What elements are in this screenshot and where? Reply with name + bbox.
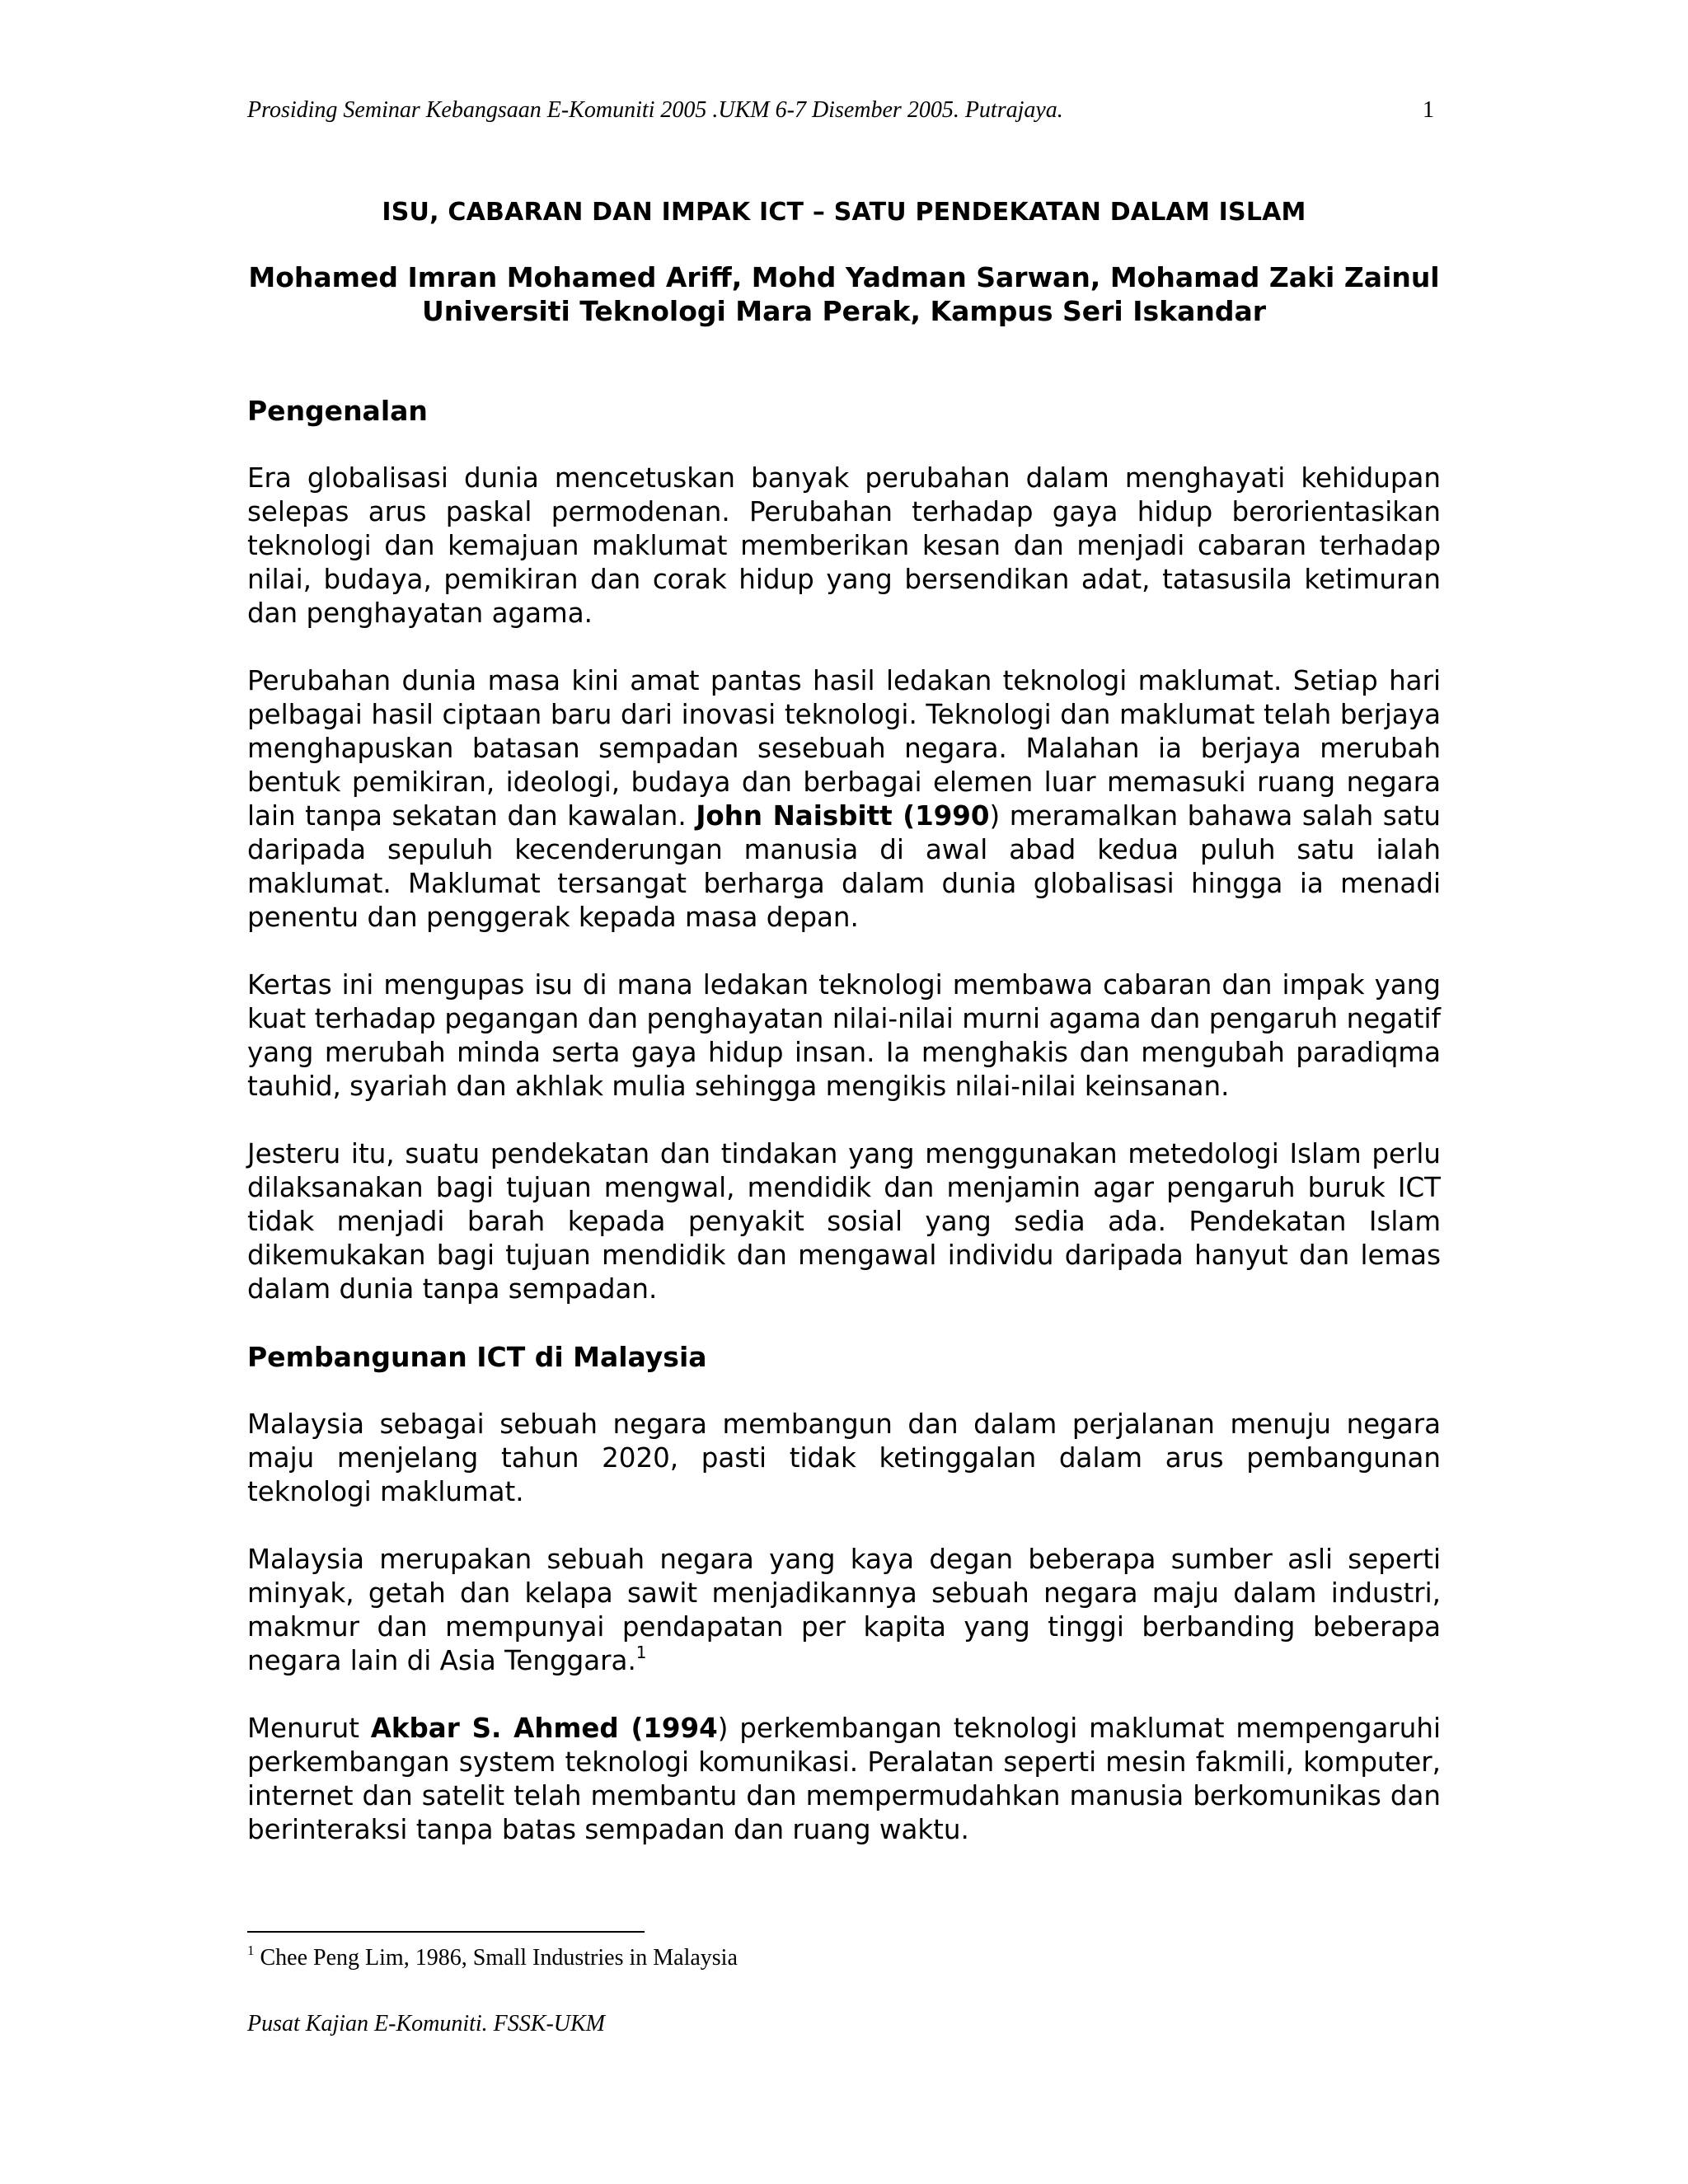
footnote-mark: 1 [247, 1943, 255, 1958]
footnote-divider [247, 1931, 645, 1933]
running-header-title: Prosiding Seminar Kebangsaan E-Komuniti 2005 .UKM 6-7 Disember 2005. Putrajaya. [247, 97, 1063, 123]
paragraph: Era globalisasi dunia mencetuskan banyak perubahan dalam menghayati kehidupan selepas arus paskal permodenan. Perubahan terhadap gaya hidup berorientasikan teknologi dan kemajuan maklumat memberikan kesan dan menjadi cabaran terhadap nilai, budaya, pemikiran dan corak hidup yang bersendikan adat, tatasusila ketimuran dan penghayatan agama. [247, 462, 1441, 629]
footnote [247, 1945, 738, 1971]
citation-bold: John Naisbitt (1990 [696, 800, 990, 832]
paragraph-text: Perubahan dunia masa kini amat pantas hasil ledakan teknologi maklumat. Setiap hari pelbagai hasil ciptaan baru dari inovasi teknologi. Teknologi dan maklumat telah berjaya menghapuskan batasan sempadan sesebuah negara. Malahan ia berjaya merubah bentuk pemikiran, ideologi, budaya dan berbagai elemen luar memasuki ruang negara lain tanpa sekatan dan kawalan. [247, 665, 1441, 832]
author-affiliation: Universiti Teknologi Mara Perak, Kampus Seri Iskandar [421, 295, 1267, 327]
running-header [247, 97, 1441, 124]
section-heading-pengenalan: Pengenalan [247, 395, 428, 427]
paragraph [247, 664, 1441, 935]
author-names: Mohamed Imran Mohamed Ariff, Mohd Yadman Sarwan, Mohamad Zaki Zainul [248, 261, 1440, 293]
footnote-text: Chee Peng Lim, 1986, Small Industries in Malaysia [260, 1945, 738, 1971]
paragraph [247, 1712, 1441, 1847]
paragraph [247, 1543, 1441, 1678]
paragraph-text: Menurut [247, 1713, 371, 1744]
citation-bold: Akbar S. Ahmed (1994 [370, 1713, 718, 1744]
section-heading-pembangunan-ict: Pembangunan ICT di Malaysia [247, 1341, 707, 1373]
paper-title: ISU, CABARAN DAN IMPAK ICT – SATU PENDEKATAN DALAM ISLAM [382, 198, 1306, 227]
paragraph: Jesteru itu, suatu pendekatan dan tindakan yang menggunakan metedologi Islam perlu dilaksanakan bagi tujuan mengwal, mendidik dan menjamin agar pengaruh buruk ICT tidak menjadi barah kepada penyakit sosial yang sedia ada. Pendekatan Islam dikemukakan bagi tujuan mendidik dan mengawal individu daripada hanyut dan lemas dalam dunia tanpa sempadan. [247, 1138, 1441, 1305]
paragraph: Malaysia sebagai sebuah negara membangun dan dalam perjalanan menuju negara maju menjelang tahun 2020, pasti tidak ketinggalan dalam arus pembangunan teknologi maklumat. [247, 1408, 1441, 1507]
page-number: 1 [1423, 97, 1434, 123]
author-block [247, 260, 1441, 328]
paragraph-text: ) perkembangan teknologi maklumat mempengaruhi perkembangan system teknologi komunikasi. Peralatan seperti mesin fakmili, komputer, internet dan satelit telah membantu dan mempermudahkan manusia berkomunikas dan berinteraksi tanpa batas sempadan dan ruang waktu. [247, 1713, 1441, 1845]
paragraph-text: Malaysia merupakan sebuah negara yang kaya degan beberapa sumber asli seperti minyak, getah dan kelapa sawit menjadikannya sebuah negara maju dalam industri, makmur dan mempunyai pendapatan per kapita yang tinggi berbanding beberapa negara lain di Asia Tenggara. [247, 1544, 1441, 1676]
paragraph-text: ) meramalkan bahawa salah satu daripada sepuluh kecenderungan manusia di awal abad kedua puluh satu ialah maklumat. Maklumat tersangat berharga dalam dunia globalisasi hingga ia menadi penentu dan penggerak kepada masa depan. [247, 800, 1441, 933]
body-content [247, 394, 1441, 1881]
paragraph: Kertas ini mengupas isu di mana ledakan teknologi membawa cabaran dan impak yang kuat terhadap pegangan dan penghayatan nilai-nilai murni agama dan pengaruh negatif yang merubah minda serta gaya hidup insan. Ia menghakis dan mengubah paradiqma tauhid, syariah dan akhlak mulia sehingga mengikis nilai-nilai keinsanan. [247, 969, 1441, 1102]
running-footer: Pusat Kajian E-Komuniti. FSSK-UKM [247, 2011, 605, 2036]
footnote-reference[interactable]: 1 [635, 1643, 647, 1662]
